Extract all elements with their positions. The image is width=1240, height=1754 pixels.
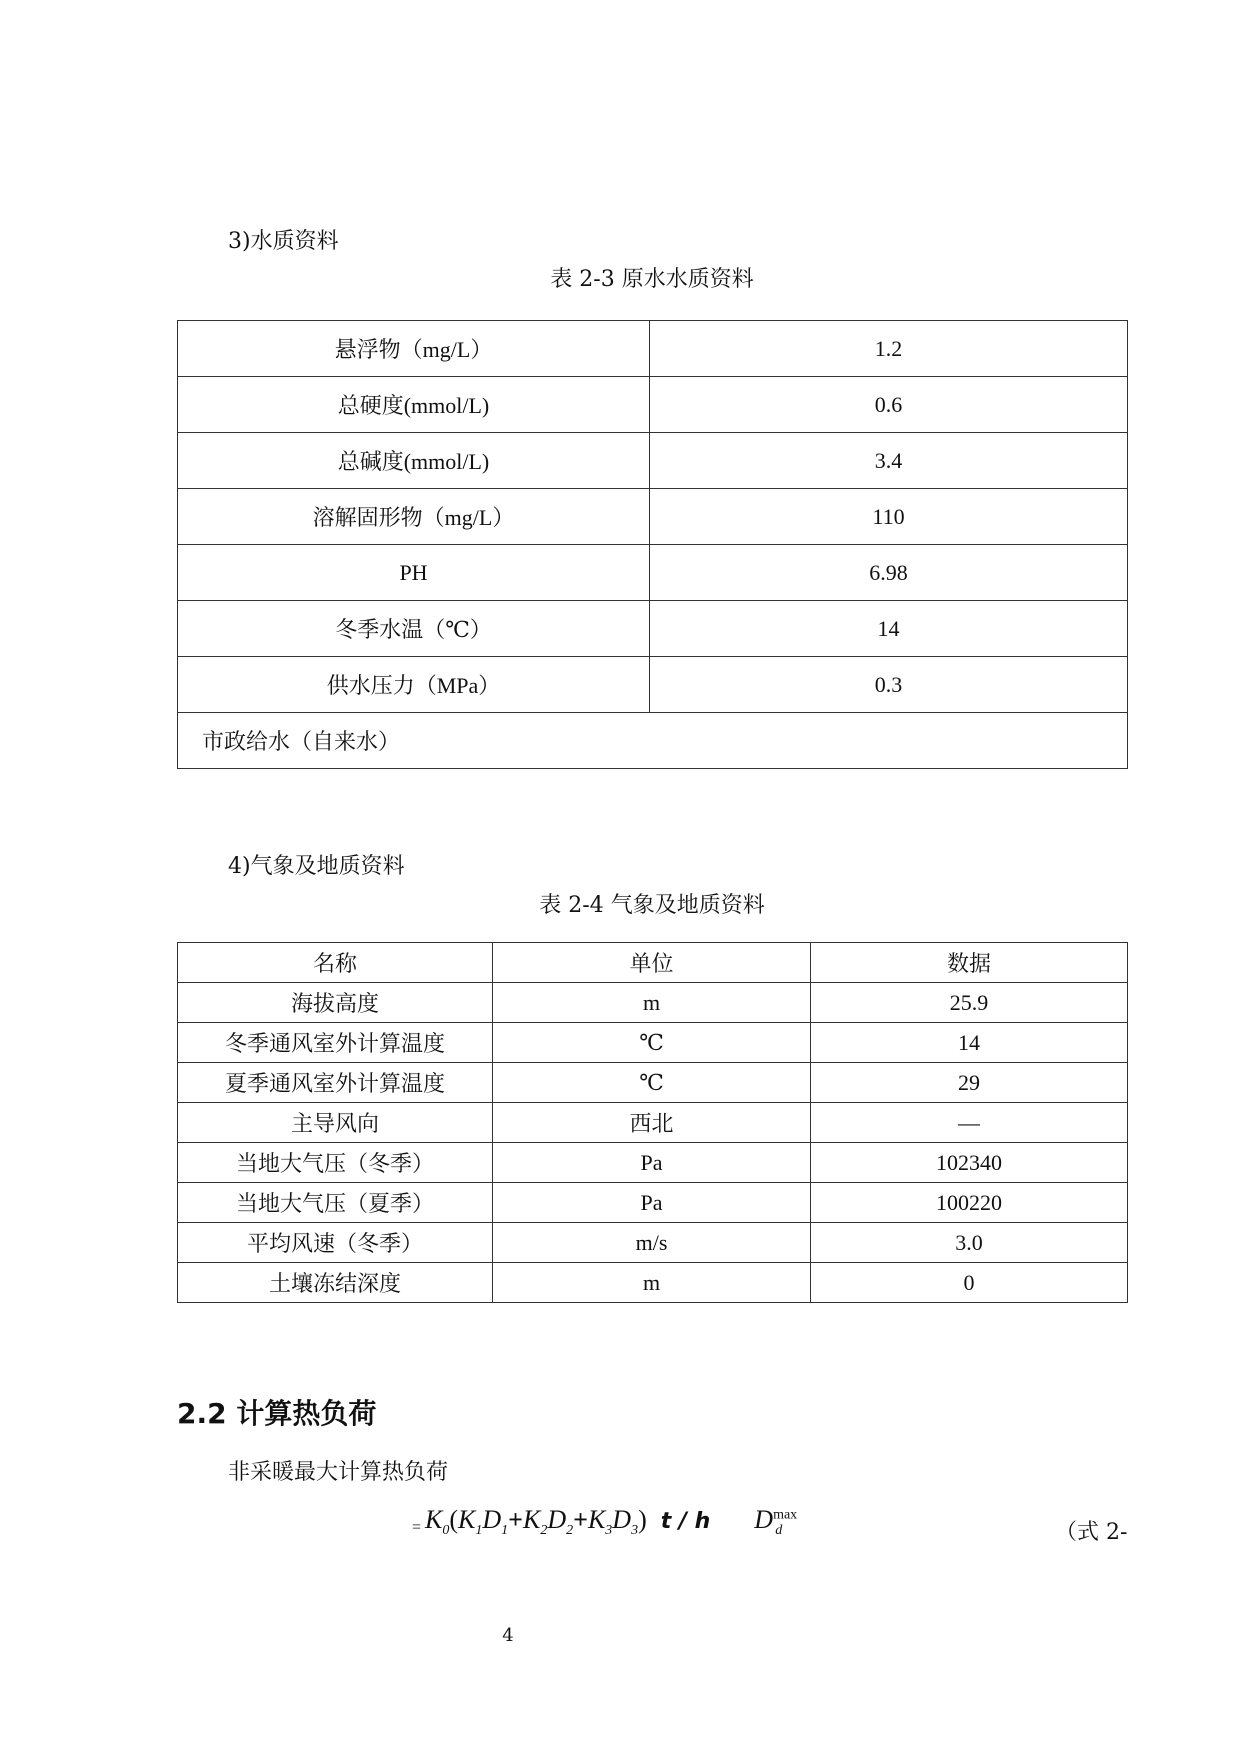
table-row	[178, 1183, 1128, 1223]
param-label: 冬季水温（℃）	[178, 601, 650, 657]
cell-unit: Pa	[493, 1183, 811, 1223]
cell-name: 平均风速（冬季）	[178, 1223, 493, 1263]
cell-unit: m	[493, 1263, 811, 1303]
table-caption-2-3: 表 2-3 原水水质资料	[550, 267, 754, 292]
page-number: 4	[502, 1625, 514, 1646]
plus-sign: +	[573, 1505, 588, 1534]
table-row	[178, 657, 1128, 713]
cell-name: 当地大气压（冬季）	[178, 1143, 493, 1183]
section-title-heat-load: 2.2 计算热负荷	[177, 1397, 377, 1430]
cell-data: —	[811, 1103, 1128, 1143]
k1-subscript: 1	[475, 1523, 483, 1539]
param-label: 总硬度(mmol/L)	[178, 377, 650, 433]
param-value: 3.4	[650, 433, 1128, 489]
d3-subscript: 3	[631, 1523, 639, 1539]
equation-number: （式 2-	[1055, 1520, 1128, 1545]
open-paren: (	[449, 1505, 459, 1534]
cell-data: 3.0	[811, 1223, 1128, 1263]
table-caption-2-4: 表 2-4 气象及地质资料	[539, 893, 765, 918]
d-max-symbol: D	[754, 1505, 774, 1534]
cell-name: 当地大气压（夏季）	[178, 1183, 493, 1223]
header-name: 名称	[178, 943, 493, 983]
param-value: 0.6	[650, 377, 1128, 433]
k3-subscript: 3	[605, 1523, 613, 1539]
d1-subscript: 1	[501, 1523, 509, 1539]
cell-unit: 西北	[493, 1103, 811, 1143]
cell-data: 100220	[811, 1183, 1128, 1223]
heat-load-formula	[412, 1505, 798, 1539]
cell-unit: m/s	[493, 1223, 811, 1263]
unit-t-per-h: t / h	[660, 1509, 711, 1534]
table-row	[178, 545, 1128, 601]
table-row	[178, 601, 1128, 657]
param-label: 悬浮物（mg/L）	[178, 321, 650, 377]
d1-symbol: D	[482, 1505, 502, 1534]
table-row	[178, 1103, 1128, 1143]
k2-symbol: K	[523, 1505, 541, 1534]
table-row-note	[178, 713, 1128, 769]
close-paren: )	[638, 1505, 647, 1534]
table-row	[178, 1263, 1128, 1303]
header-data: 数据	[811, 943, 1128, 983]
cell-data: 29	[811, 1063, 1128, 1103]
water-source-note: 市政给水（自来水）	[178, 713, 1128, 769]
raw-water-quality-table	[177, 320, 1128, 769]
plus-sign: +	[508, 1505, 523, 1534]
param-label: 供水压力（MPa）	[178, 657, 650, 713]
k3-symbol: K	[587, 1505, 606, 1534]
param-value: 14	[650, 601, 1128, 657]
section-heading-water-quality: 3)水质资料	[228, 229, 339, 254]
k1-symbol: K	[458, 1505, 476, 1534]
table-header-row	[178, 943, 1128, 983]
table-row	[178, 1143, 1128, 1183]
table-row	[178, 1023, 1128, 1063]
paragraph-heat-load: 非采暖最大计算热负荷	[228, 1460, 449, 1485]
table-row	[178, 489, 1128, 545]
cell-data: 25.9	[811, 983, 1128, 1023]
cell-name: 海拔高度	[178, 983, 493, 1023]
param-value: 6.98	[650, 545, 1128, 601]
table-row	[178, 1063, 1128, 1103]
cell-name: 土壤冻结深度	[178, 1263, 493, 1303]
d-max-superscript: max	[773, 1507, 798, 1523]
cell-data: 102340	[811, 1143, 1128, 1183]
cell-unit: Pa	[493, 1143, 811, 1183]
d2-subscript: 2	[566, 1523, 574, 1539]
table-row	[178, 321, 1128, 377]
table-row	[178, 1223, 1128, 1263]
table-row	[178, 377, 1128, 433]
param-value: 0.3	[650, 657, 1128, 713]
param-label: 总碱度(mmol/L)	[178, 433, 650, 489]
equals-sign: =	[412, 1519, 422, 1536]
cell-name: 冬季通风室外计算温度	[178, 1023, 493, 1063]
param-label: PH	[178, 545, 650, 601]
k0-subscript: 0	[442, 1523, 450, 1539]
cell-unit: ℃	[493, 1023, 811, 1063]
header-unit: 单位	[493, 943, 811, 983]
cell-data: 14	[811, 1023, 1128, 1063]
cell-name: 夏季通风室外计算温度	[178, 1063, 493, 1103]
cell-unit: ℃	[493, 1063, 811, 1103]
cell-unit: m	[493, 983, 811, 1023]
table-row	[178, 433, 1128, 489]
param-value: 1.2	[650, 321, 1128, 377]
table-row	[178, 983, 1128, 1023]
section-heading-climate-geology: 4)气象及地质资料	[228, 854, 405, 879]
d3-symbol: D	[612, 1505, 632, 1534]
cell-data: 0	[811, 1263, 1128, 1303]
climate-geology-table	[177, 942, 1128, 1303]
param-value: 110	[650, 489, 1128, 545]
cell-name: 主导风向	[178, 1103, 493, 1143]
k0-symbol: K	[425, 1505, 443, 1534]
k2-subscript: 2	[540, 1523, 548, 1539]
param-label: 溶解固形物（mg/L）	[178, 489, 650, 545]
d2-symbol: D	[547, 1505, 567, 1534]
d-max-subscript: d	[775, 1523, 783, 1539]
